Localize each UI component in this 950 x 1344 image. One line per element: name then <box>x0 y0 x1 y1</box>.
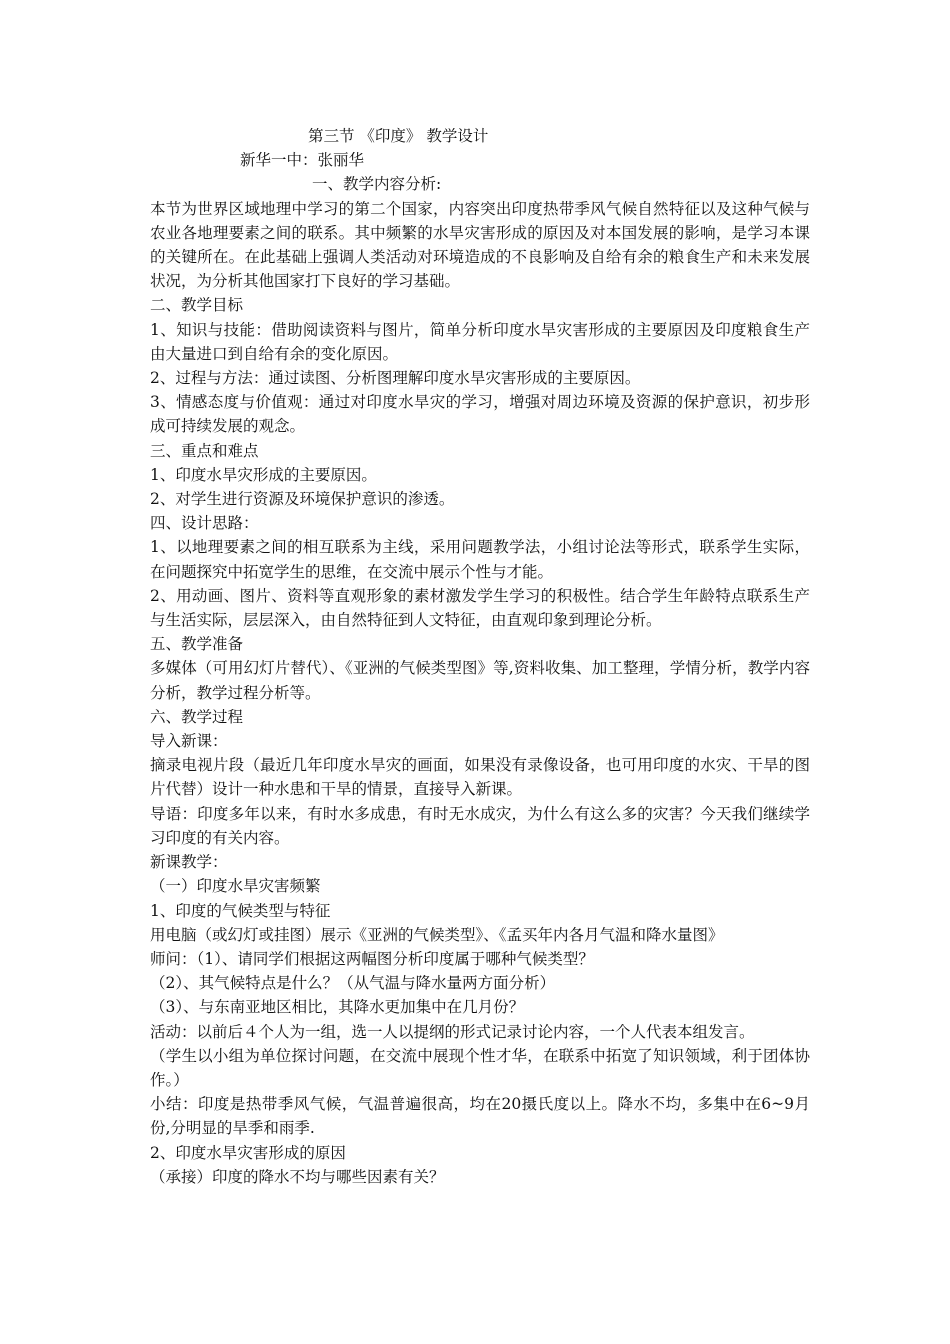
paragraph-preparation: 多媒体（可用幻灯片替代）、《亚洲的气候类型图》等,资料收集、加工整理，学情分析，教学内容分析，教学过程分析等。 <box>150 659 810 702</box>
paragraph-intro-label: 导入新课： <box>150 732 228 751</box>
paragraph-causes-question: （承接）印度的降水不均与哪些因素有关？ <box>150 1167 445 1186</box>
paragraph-causes-heading: 2、印度水旱灾害形成的原因 <box>150 1143 346 1162</box>
paragraph-summary: 小结：印度是热带季风气候，气温普遍很高，均在20摄氏度以上。降水不均，多集中在6~9月份,分明显的旱季和雨季. <box>150 1095 810 1138</box>
section-heading-analysis: 一、教学内容分析: <box>312 175 442 194</box>
section-heading-design: 四、设计思路： <box>150 514 259 533</box>
paragraph-question-3: （3）、与东南亚地区相比，其降水更加集中在几月份？ <box>150 998 525 1017</box>
paragraph-intro-lead: 导语：印度多年以来，有时水多成患，有时无水成灾，为什么有这么多的灾害？今天我们继续学习印度的有关内容。 <box>150 804 810 847</box>
paragraph-keypoint-2: 2、对学生进行资源及环境保护意识的渗透。 <box>150 490 455 509</box>
paragraph-keypoint-1: 1、印度水旱灾形成的主要原因。 <box>150 465 377 484</box>
paragraph-activity: 活动：以前后４个人为一组，选一人以提纲的形式记录讨论内容，一个人代表本组发言。 <box>150 1022 755 1041</box>
paragraph-activity-note: （学生以小组为单位探讨问题，在交流中展现个性才华，在联系中拓宽了知识领域，利于团体协作。） <box>150 1046 810 1089</box>
section-heading-process: 六、教学过程 <box>150 707 244 726</box>
paragraph-subsection-1: （一）印度水旱灾害频繁 <box>150 877 321 896</box>
paragraph-goal-knowledge: 1、知识与技能：借助阅读资料与图片，简单分析印度水旱灾害形成的主要原因及印度粮食生产由大量进口到自给有余的变化原因。 <box>150 320 810 363</box>
paragraph-climate-heading: 1、印度的气候类型与特征 <box>150 901 331 920</box>
document-title: 第三节 《印度》 教学设计 <box>308 127 489 145</box>
section-heading-keypoints: 三、重点和难点 <box>150 441 259 460</box>
paragraph-goal-process: 2、过程与方法：通过读图、分析图理解印度水旱灾害形成的主要原因。 <box>150 369 641 388</box>
paragraph-design-2: 2、用动画、图片、资料等直观形象的素材激发学生学习的积极性。结合学生年龄特点联系生产与生活实际，层层深入，由自然特征到人文特征，由直观印象到理论分析。 <box>150 586 810 630</box>
paragraph-new-lesson: 新课教学： <box>150 853 228 872</box>
paragraph-analysis: 本节为世界区域地理中学习的第二个国家，内容突出印度热带季风气候自然特征以及这种气候与农业各地理要素之间的联系。其中频繁的水旱灾害形成的原因及对本国发展的影响，是学习本课的关键所在。在此基础上强调人类活动对环境造成的不良影响及自给有余的粮食生产和未来发展状况，为分析其他国家打下良好的学习基础。 <box>150 199 810 291</box>
document-body <box>150 124 810 1189</box>
document-author: 新华一中：张丽华 <box>240 151 365 170</box>
paragraph-question-2: （2）、其气候特点是什么？（从气温与降水量两方面分析） <box>150 974 556 993</box>
section-heading-preparation: 五、教学准备 <box>150 635 244 654</box>
paragraph-goal-attitude: 3、情感态度与价值观：通过对印度水旱灾的学习，增强对周边环境及资源的保护意识，初步形成可持续发展的观念。 <box>150 393 810 436</box>
paragraph-question-1: 师问：（1）、请同学们根据这两幅图分析印度属于哪种气候类型？ <box>150 949 594 968</box>
paragraph-climate-show: 用电脑（或幻灯或挂图）展示《亚洲的气候类型》、《孟买年内各月气温和降水量图》 <box>150 925 724 944</box>
section-heading-goals: 二、教学目标 <box>150 296 244 315</box>
paragraph-design-1: 1、以地理要素之间的相互联系为主线，采用问题教学法，小组讨论法等形式，联系学生实际，在问题探究中拓宽学生的思维，在交流中展示个性与才能。 <box>150 538 810 581</box>
paragraph-intro-video: 摘录电视片段（最近几年印度水旱灾的画面，如果没有录像设备，也可用印度的水灾、干旱的图片代替）设计一种水患和干旱的情景，直接导入新课。 <box>150 756 810 799</box>
